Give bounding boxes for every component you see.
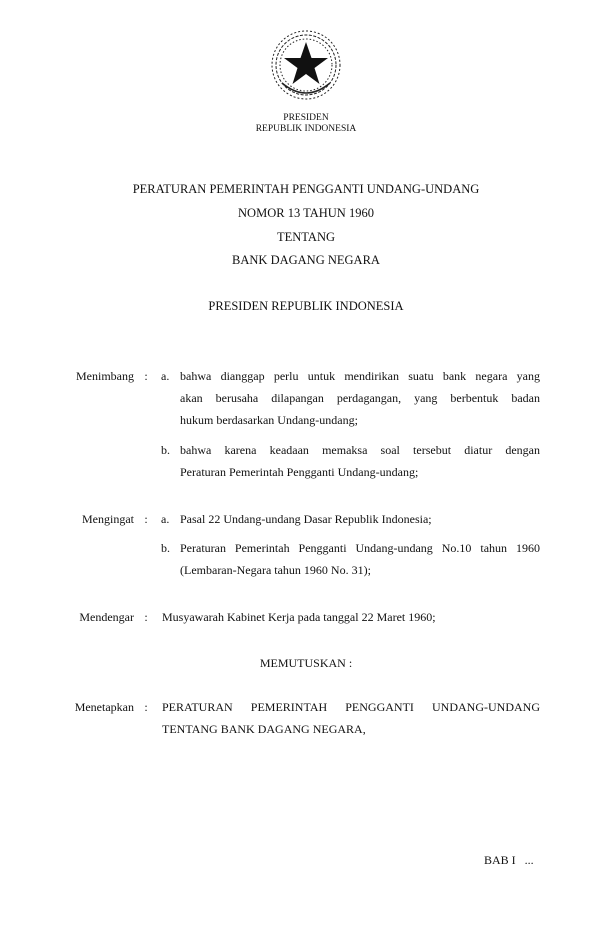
- mendengar-text: Musyawarah Kabinet Kerja pada tanggal 22 Maret 1960;: [162, 610, 436, 624]
- mengingat-b-line2: (Lembaran-Negara tahun 1960 No. 31);: [180, 563, 371, 577]
- menimbang-label: Menimbang: [76, 369, 134, 383]
- menetapkan-label: Menetapkan: [74, 700, 134, 714]
- menimbang-a-marker: a.: [161, 369, 170, 383]
- issuer-heading: PRESIDEN REPUBLIK INDONESIA: [208, 299, 404, 313]
- header-line-presiden: PRESIDEN: [283, 113, 329, 123]
- mendengar-colon: :: [144, 610, 148, 624]
- menimbang-b-line2: Peraturan Pemerintah Pengganti Undang-undang;: [180, 465, 419, 479]
- presidential-emblem-icon: [268, 27, 344, 103]
- memutuskan-heading: MEMUTUSKAN :: [259, 656, 353, 670]
- menimbang-b-line1: bahwa karena keadaan memaksa soal tersebut diatur dengan: [180, 443, 540, 457]
- menimbang-a-line2: akan berusaha dilapangan perdagangan, yang berbentuk badan: [180, 391, 540, 405]
- mengingat-b-line1: Peraturan Pemerintah Pengganti Undang-undang No.10 tahun 1960: [180, 541, 540, 555]
- next-page-catchword: BAB I ...: [484, 853, 534, 867]
- regulation-number: NOMOR 13 TAHUN 1960: [238, 206, 374, 220]
- menimbang-colon: :: [144, 369, 148, 383]
- menimbang-a-line1: bahwa dianggap perlu untuk mendirikan suatu bank negara yang: [180, 369, 540, 383]
- regulation-type-title: PERATURAN PEMERINTAH PENGGANTI UNDANG-UNDANG: [132, 182, 480, 196]
- regulation-tentang: TENTANG: [276, 230, 335, 244]
- mengingat-a-line1: Pasal 22 Undang-undang Dasar Republik Indonesia;: [180, 512, 432, 526]
- mengingat-label: Mengingat: [82, 512, 134, 526]
- mengingat-b-marker: b.: [161, 541, 170, 555]
- menetapkan-line1: PERATURAN PEMERINTAH PENGGANTI UNDANG-UNDANG: [162, 700, 540, 714]
- menetapkan-line2: TENTANG BANK DAGANG NEGARA,: [162, 722, 366, 736]
- header-line-republik: REPUBLIK INDONESIA: [255, 124, 357, 134]
- mendengar-label: Mendengar: [79, 610, 134, 624]
- mengingat-colon: :: [144, 512, 148, 526]
- menimbang-a-line3: hukum berdasarkan Undang-undang;: [180, 413, 358, 427]
- mengingat-a-marker: a.: [161, 512, 170, 526]
- menetapkan-colon: :: [144, 700, 148, 714]
- menimbang-b-marker: b.: [161, 443, 170, 457]
- regulation-subject: BANK DAGANG NEGARA: [232, 253, 380, 267]
